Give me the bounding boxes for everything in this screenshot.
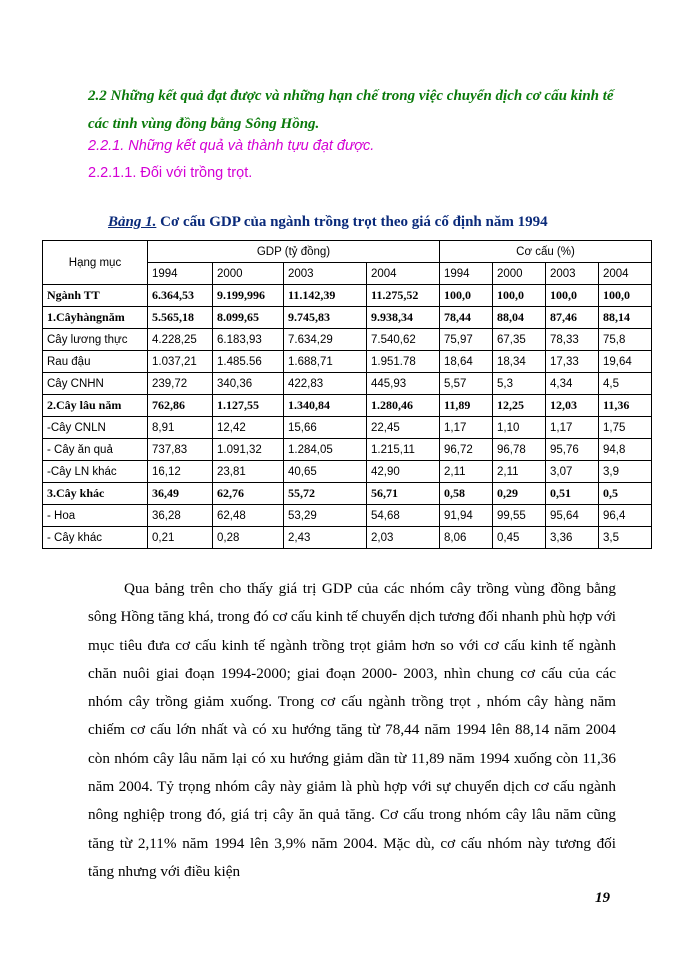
share-cell: 4,34 [546,373,599,395]
share-cell: 1,17 [546,417,599,439]
share-cell: 3,5 [599,527,652,549]
gdp-cell: 15,66 [284,417,367,439]
body-paragraph: Qua bảng trên cho thấy giá trị GDP của các nhóm cây trồng vùng đồng bằng sông Hồng tăng khá, trong đó cơ cấu kinh tế chuyển dịch tương đối nhanh phù hợp với mục tiêu đưa cơ cấu kinh tế ngành trồng trọt giảm hơn so với cơ cấu kinh tế ngành chăn nuôi giai đoạn 1994-2000; giai đoạn 2000- 2003, nhìn chung cơ cấu của các nhóm cây trồng giảm xuống. Trong cơ cấu ngành trồng trọt , nhóm cây hàng năm chiếm cơ cấu lớn nhất và có xu hướng tăng từ 78,44 năm 1994 lên 88,14 năm 2004 còn nhóm cây lâu năm lại có xu hướng giảm dần từ 11,89 năm 1994 xuống còn 11,36 năm 2004. Tỷ trọng nhóm cây này giảm là phù hợp với sự chuyển dịch cơ cấu ngành nông nghiệp trong đó, giá trị cây ăn quả tăng. Cơ cấu trong nhóm cây lâu năm cũng tăng từ 2,11% năm 1994 lên 3,9% năm 2004. Mặc dù, cơ cấu nhóm này tương đối tăng nhưng với điều kiện [88,580,616,880]
share-cell: 100,0 [440,285,493,307]
table-row [43,527,652,549]
share-cell: 12,03 [546,395,599,417]
table-row [43,351,652,373]
share-cell: 5,3 [493,373,546,395]
share-cell: 0,5 [599,483,652,505]
share-cell: 4,5 [599,373,652,395]
share-cell: 91,94 [440,505,493,527]
gdp-cell: 1.127,55 [213,395,284,417]
gdp-cell: 737,83 [148,439,213,461]
share-cell: 18,64 [440,351,493,373]
table-caption-text: Cơ cấu GDP của ngành trồng trọt theo giá cố định năm 1994 [156,214,548,230]
share-cell: 95,76 [546,439,599,461]
table-row [43,417,652,439]
gdp-cell: 2,43 [284,527,367,549]
share-cell: 100,0 [493,285,546,307]
section-heading: 2.2 Những kết quả đạt được và những hạn chế trong việc chuyển dịch cơ cấu kinh tế các tỉnh vùng đồng bằng Sông Hồng. [88,88,614,132]
table-row [43,373,652,395]
gdp-cell: 1.951.78 [367,351,440,373]
gdp-cell: 6.364,53 [148,285,213,307]
header-share: Cơ cấu (%) [440,241,652,263]
gdp-cell: 11.275,52 [367,285,440,307]
row-label: 1.Câyhàngnăm [43,307,148,329]
gdp-cell: 762,86 [148,395,213,417]
gdp-cell: 16,12 [148,461,213,483]
gdp-cell: 5.565,18 [148,307,213,329]
table-row [43,505,652,527]
table-caption [108,214,548,231]
gdp-cell: 1.215,11 [367,439,440,461]
share-cell: 3,36 [546,527,599,549]
gdp-cell: 422,83 [284,373,367,395]
gdp-cell: 445,93 [367,373,440,395]
header-year: 2000 [213,263,284,285]
gdp-cell: 9.938,34 [367,307,440,329]
row-label: Cây CNHN [43,373,148,395]
gdp-cell: 11.142,39 [284,285,367,307]
share-cell: 95,64 [546,505,599,527]
row-label: -Cây LN khác [43,461,148,483]
table-row [43,307,652,329]
header-year: 2003 [284,263,367,285]
gdp-cell: 1.284,05 [284,439,367,461]
row-label: Ngành TT [43,285,148,307]
header-year: 1994 [148,263,213,285]
gdp-cell: 7.540,62 [367,329,440,351]
header-year: 1994 [440,263,493,285]
share-cell: 75,97 [440,329,493,351]
share-cell: 2,11 [440,461,493,483]
table-row [43,329,652,351]
header-item: Hạng mục [43,241,148,285]
share-cell: 96,72 [440,439,493,461]
subsection-heading: 2.2.1. Những kết quả và thành tựu đạt được. [88,138,375,154]
share-cell: 99,55 [493,505,546,527]
gdp-cell: 8,91 [148,417,213,439]
header-year: 2004 [599,263,652,285]
table-header-row [43,241,652,263]
row-label: Rau đậu [43,351,148,373]
gdp-cell: 23,81 [213,461,284,483]
row-label: - Cây khác [43,527,148,549]
share-cell: 100,0 [546,285,599,307]
gdp-cell: 55,72 [284,483,367,505]
gdp-cell: 9.199,996 [213,285,284,307]
gdp-cell: 0,21 [148,527,213,549]
gdp-cell: 36,28 [148,505,213,527]
share-cell: 1,75 [599,417,652,439]
gdp-cell: 62,48 [213,505,284,527]
share-cell: 96,4 [599,505,652,527]
gdp-cell: 4.228,25 [148,329,213,351]
row-label: 2.Cây lâu năm [43,395,148,417]
row-label: Cây lương thực [43,329,148,351]
gdp-cell: 42,90 [367,461,440,483]
share-cell: 17,33 [546,351,599,373]
table-row [43,395,652,417]
row-label: -Cây CNLN [43,417,148,439]
share-cell: 1,17 [440,417,493,439]
gdp-cell: 36,49 [148,483,213,505]
header-gdp: GDP (tỷ đồng) [148,241,440,263]
share-cell: 0,58 [440,483,493,505]
share-cell: 3,9 [599,461,652,483]
share-cell: 0,45 [493,527,546,549]
gdp-cell: 6.183,93 [213,329,284,351]
share-cell: 0,29 [493,483,546,505]
gdp-cell: 40,65 [284,461,367,483]
gdp-cell: 1.091,32 [213,439,284,461]
gdp-cell: 2,03 [367,527,440,549]
gdp-cell: 54,68 [367,505,440,527]
gdp-cell: 1.485.56 [213,351,284,373]
share-cell: 11,36 [599,395,652,417]
share-cell: 78,33 [546,329,599,351]
share-cell: 12,25 [493,395,546,417]
gdp-cell: 62,76 [213,483,284,505]
share-cell: 88,14 [599,307,652,329]
gdp-cell: 12,42 [213,417,284,439]
share-cell: 11,89 [440,395,493,417]
gdp-cell: 7.634,29 [284,329,367,351]
gdp-structure-table [42,240,652,549]
header-year: 2000 [493,263,546,285]
gdp-cell: 0,28 [213,527,284,549]
gdp-cell: 22,45 [367,417,440,439]
table-row [43,483,652,505]
share-cell: 18,34 [493,351,546,373]
share-cell: 88,04 [493,307,546,329]
table-row [43,439,652,461]
table-row [43,285,652,307]
gdp-cell: 1.340,84 [284,395,367,417]
row-label: - Cây ăn quả [43,439,148,461]
share-cell: 78,44 [440,307,493,329]
table-caption-label: Bảng 1. [108,214,157,230]
gdp-cell: 1.688,71 [284,351,367,373]
page-number: 19 [595,890,610,906]
share-cell: 87,46 [546,307,599,329]
gdp-cell: 239,72 [148,373,213,395]
share-cell: 1,10 [493,417,546,439]
share-cell: 8,06 [440,527,493,549]
row-label: - Hoa [43,505,148,527]
share-cell: 94,8 [599,439,652,461]
header-year: 2004 [367,263,440,285]
gdp-cell: 53,29 [284,505,367,527]
share-cell: 100,0 [599,285,652,307]
subsubsection-heading: 2.2.1.1. Đối với trồng trọt. [88,165,253,181]
share-cell: 75,8 [599,329,652,351]
gdp-cell: 9.745,83 [284,307,367,329]
share-cell: 96,78 [493,439,546,461]
share-cell: 5,57 [440,373,493,395]
gdp-cell: 8.099,65 [213,307,284,329]
share-cell: 0,51 [546,483,599,505]
share-cell: 3,07 [546,461,599,483]
gdp-cell: 56,71 [367,483,440,505]
share-cell: 67,35 [493,329,546,351]
gdp-cell: 340,36 [213,373,284,395]
table-row [43,461,652,483]
share-cell: 2,11 [493,461,546,483]
row-label: 3.Cây khác [43,483,148,505]
header-year: 2003 [546,263,599,285]
share-cell: 19,64 [599,351,652,373]
gdp-cell: 1.037,21 [148,351,213,373]
gdp-cell: 1.280,46 [367,395,440,417]
